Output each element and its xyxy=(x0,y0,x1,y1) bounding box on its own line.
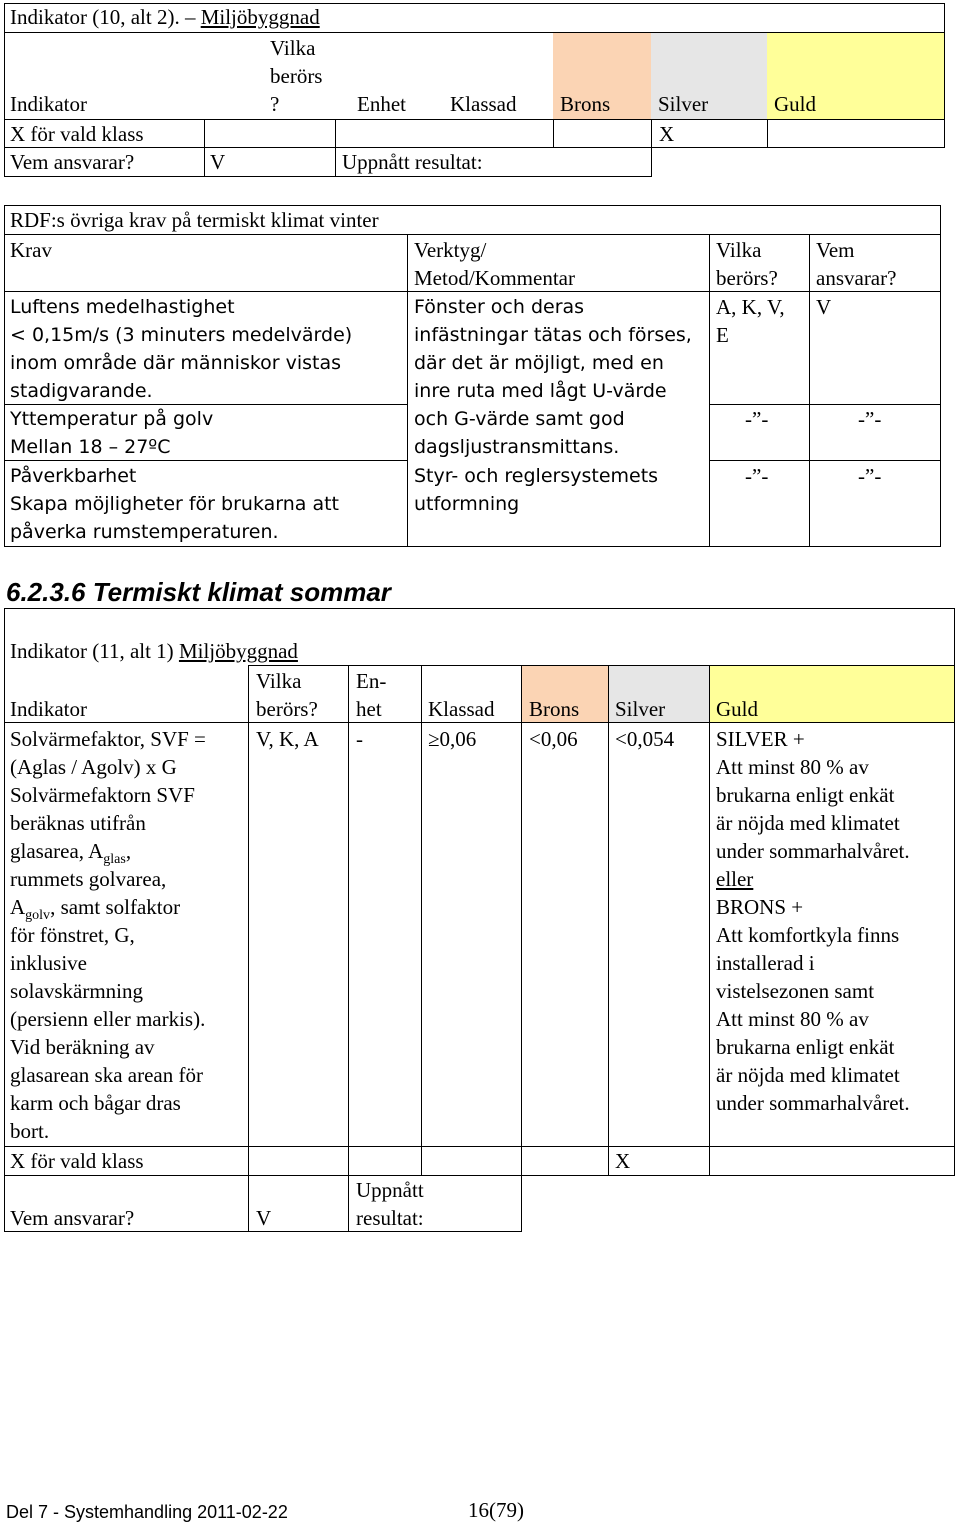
header-guld: Guld xyxy=(774,92,816,116)
row-vem-label: Vem ansvarar? xyxy=(10,1206,135,1230)
header-vilka-line1: Vilka xyxy=(716,238,762,262)
guld-line: under sommarhalvåret. xyxy=(716,1091,910,1115)
row1-vem: V xyxy=(816,295,832,319)
table-title: RDF:s övriga krav på termiskt klimat vinter xyxy=(10,208,379,232)
verktyg-line: Styr- och reglersystemets xyxy=(414,465,659,487)
indikator-agolv-line: $A_{golv}$, samt solfaktor xyxy=(10,895,181,924)
footer-doc-info: Del 7 - Systemhandling 2011-02-22 xyxy=(6,1502,288,1522)
row-vem-label: Vem ansvarar? xyxy=(10,150,135,174)
title-text: Indikator (10, alt 2). – xyxy=(10,5,201,29)
miljobyggnad-link[interactable]: Miljöbyggnad xyxy=(178,639,298,663)
verktyg-line: infästningar tätas och förses, xyxy=(414,324,692,346)
header-vilka-line1: Vilka xyxy=(270,36,316,60)
uppnatt-line1: Uppnått xyxy=(356,1178,424,1202)
indikator-line: (persienn eller markis). xyxy=(10,1007,206,1031)
guld-line: är nöjda med klimatet xyxy=(716,811,900,835)
vilka-value: V, K, A xyxy=(256,727,319,751)
header-krav: Krav xyxy=(10,238,52,262)
brons-value: <0,06 xyxy=(529,727,578,751)
header-indikator: Indikator xyxy=(10,697,87,721)
indikator-line: beräknas utifrån xyxy=(10,811,146,835)
row1-vilka-line2: E xyxy=(716,323,729,347)
header-vilka-line3: ? xyxy=(270,92,280,116)
verktyg-line: inre ruta med lågt U-värde xyxy=(414,380,667,402)
guld-line: vistelsezonen samt xyxy=(716,979,875,1003)
guld-line: BRONS + xyxy=(716,895,804,919)
header-vilka-line2: berörs xyxy=(270,64,323,88)
indikator-line: Vid beräkning av xyxy=(10,1035,155,1059)
section-heading: 6.2.3.6 Termiskt klimat sommar xyxy=(6,577,391,607)
guld-line: brukarna enligt enkät xyxy=(716,1035,895,1059)
krav-line: Mellan 18 – 27ºC xyxy=(10,436,171,458)
krav-line: < 0,15m/s (3 minuters medelvärde) xyxy=(10,324,353,346)
header-enhet-line2: het xyxy=(356,697,382,721)
enhet-value: - xyxy=(356,727,363,751)
guld-line: SILVER + xyxy=(716,727,805,751)
indikator-line: glasarean ska arean för xyxy=(10,1063,203,1087)
row3-vilka: -”- xyxy=(745,464,769,488)
row-uppnatt-label: Uppnått resultat: xyxy=(342,150,483,174)
title-text: Indikator (11, alt 1) xyxy=(10,639,179,663)
table-title xyxy=(10,3,320,31)
miljobyggnad-link[interactable]: Miljöbyggnad xyxy=(200,5,320,29)
row2-vilka: -”- xyxy=(745,407,769,431)
guld-line: under sommarhalvåret. xyxy=(716,839,910,863)
krav-line: stadigvarande. xyxy=(10,380,153,402)
guld-line: är nöjda med klimatet xyxy=(716,1063,900,1087)
header-brons: Brons xyxy=(560,92,611,116)
header-vem-line1: Vem xyxy=(816,238,855,262)
indikator-line: karm och bågar dras xyxy=(10,1091,181,1115)
guld-line-eller: eller xyxy=(716,867,754,891)
header-brons: Brons xyxy=(529,697,580,721)
indikator-line: bort. xyxy=(10,1119,50,1143)
indikator-line: för fönstret, G, xyxy=(10,923,135,947)
indikator-line: (Aglas / Agolv) x G xyxy=(10,755,177,779)
row-x-label: X för vald klass xyxy=(10,1149,144,1173)
row-vem-value: V xyxy=(256,1206,272,1230)
header-verktyg-line1: Verktyg/ xyxy=(414,238,487,262)
indikator-line: Solvärmefaktor, SVF = xyxy=(10,727,206,751)
indikator-line: inklusive xyxy=(10,951,87,975)
row-x-label: X för vald klass xyxy=(10,122,144,146)
row1-vilka-line1: A, K, V, xyxy=(716,295,785,319)
row-x-mark[interactable]: X xyxy=(659,122,675,146)
indikator-line: rummets golvarea, xyxy=(10,867,167,891)
guld-line: installerad i xyxy=(716,951,815,975)
row-vem-value: V xyxy=(210,150,226,174)
guld-line: Att minst 80 % av xyxy=(716,1007,869,1031)
guld-line: Att minst 80 % av xyxy=(716,755,869,779)
indikator-line: Solvärmefaktorn SVF xyxy=(10,783,195,807)
header-vilka-line1: Vilka xyxy=(256,669,302,693)
row3-vem: -”- xyxy=(858,464,882,488)
header-vem-line2: ansvarar? xyxy=(816,266,897,290)
krav-line: Yttemperatur på golv xyxy=(10,408,214,430)
header-guld: Guld xyxy=(716,697,758,721)
klassad-value: ≥0,06 xyxy=(428,727,477,751)
verktyg-line: där det är möjligt, med en xyxy=(414,352,664,374)
header-enhet: Enhet xyxy=(357,92,406,116)
krav-line: Påverkbarhet xyxy=(10,465,137,487)
row2-vem: -”- xyxy=(858,407,882,431)
krav-line: Luftens medelhastighet xyxy=(10,296,235,318)
verktyg-line: utformning xyxy=(414,493,520,515)
header-silver: Silver xyxy=(658,92,709,116)
verktyg-line: och G-värde samt god xyxy=(414,408,625,430)
header-vilka-line2: berörs? xyxy=(716,266,778,290)
header-vilka-line2: berörs? xyxy=(256,697,318,721)
verktyg-line: Fönster och deras xyxy=(414,296,585,318)
krav-line: påverka rumstemperaturen. xyxy=(10,521,279,543)
guld-line: Att komfortkyla finns xyxy=(716,923,900,947)
header-enhet-line1: En- xyxy=(356,669,387,693)
header-verktyg-line2: Metod/Kommentar xyxy=(414,266,575,290)
footer-page-number: 16(79) xyxy=(468,1498,524,1522)
silver-value: <0,054 xyxy=(615,727,675,751)
indikator-glasarea-line: glasarea, $A_{glas}$, xyxy=(10,839,132,868)
uppnatt-line2: resultat: xyxy=(356,1206,424,1230)
table-title xyxy=(10,637,298,665)
header-klassad: Klassad xyxy=(428,697,495,721)
krav-line: inom område där människor vistas xyxy=(10,352,342,374)
krav-line: Skapa möjligheter för brukarna att xyxy=(10,493,340,515)
verktyg-line: dagsljustransmittans. xyxy=(414,436,620,458)
header-klassad: Klassad xyxy=(450,92,517,116)
row-x-mark[interactable]: X xyxy=(615,1149,631,1173)
indikator-line: solavskärmning xyxy=(10,979,143,1003)
header-indikator: Indikator xyxy=(10,92,87,116)
guld-line: brukarna enligt enkät xyxy=(716,783,895,807)
header-silver: Silver xyxy=(615,697,666,721)
